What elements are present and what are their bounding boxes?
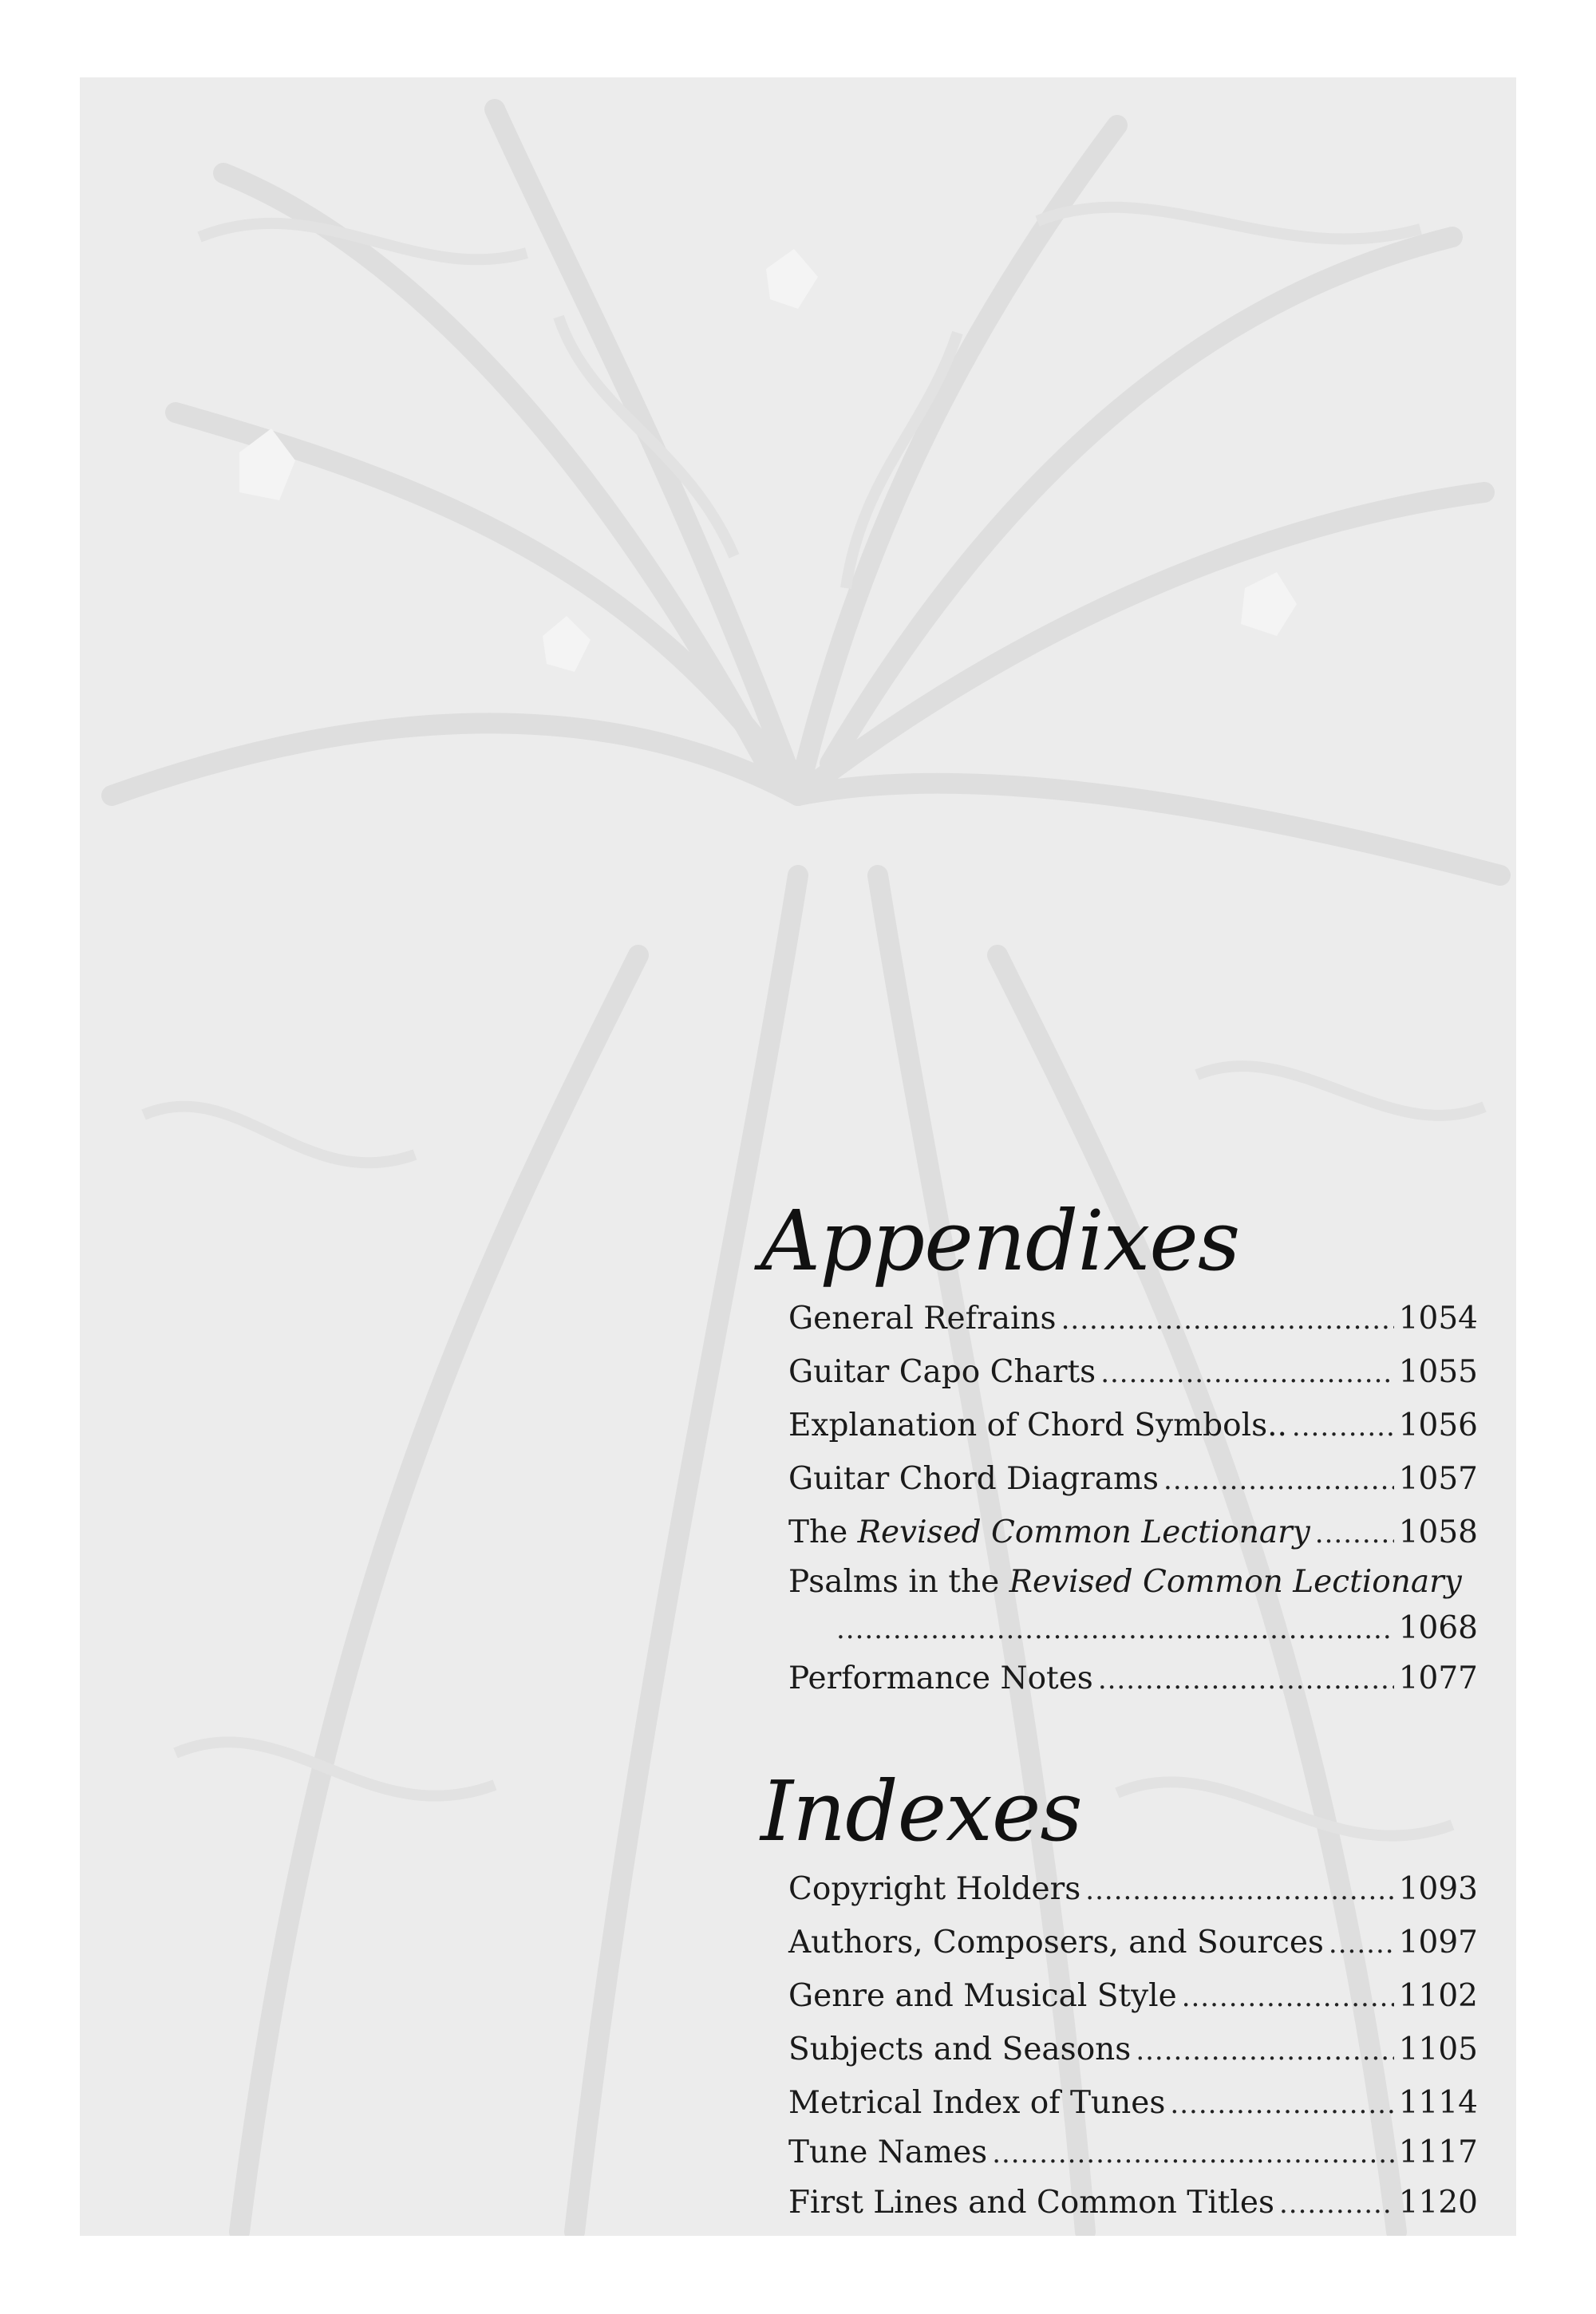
dot-leader (1100, 1347, 1394, 1400)
dot-leader (992, 2130, 1394, 2177)
toc-entry-label: Genre and Musical Style (788, 1978, 1177, 2014)
toc-entry[interactable] (788, 1559, 1478, 1605)
toc-entry-label: Copyright Holders (788, 1871, 1081, 1907)
toc-entry[interactable] (788, 1345, 1478, 1399)
appendixes-heading: Appendixes (760, 1192, 1240, 1289)
dot-leader (1279, 2178, 1394, 2231)
toc-entry-page: 1114 (1398, 2085, 1478, 2121)
toc-entry[interactable] (788, 1506, 1478, 1559)
appendixes-list (788, 1292, 1478, 1705)
toc-entry-label: Performance Notes (788, 1660, 1093, 1696)
dot-leader (1061, 1293, 1394, 1347)
toc-entry-label-prefix: Psalms in the (788, 1564, 1009, 1600)
dot-leader (1182, 1971, 1394, 2024)
toc-entry-label-italic: Revised Common Lectionary (857, 1514, 1310, 1550)
toc-entry[interactable] (788, 1652, 1478, 1705)
dot-leader (1292, 1400, 1394, 1454)
dot-leader (1170, 2078, 1393, 2131)
toc-entry[interactable] (788, 1969, 1478, 2023)
toc-entry-page: 1120 (1398, 2185, 1478, 2221)
dot-leader (1136, 2024, 1393, 2078)
toc-entry-label-prefix: The (788, 1514, 858, 1550)
toc-entry-page: 1097 (1398, 1925, 1478, 1961)
toc-entry-continuation[interactable] (788, 1605, 1478, 1652)
dot-leader (1163, 1454, 1394, 1507)
toc-entry-label: General Refrains (788, 1301, 1057, 1337)
toc-entry[interactable] (788, 2023, 1478, 2076)
indexes-list (788, 1862, 1478, 2229)
toc-entry-label: Subjects and Seasons (788, 2032, 1132, 2067)
toc-entry-label: First Lines and Common Titles (788, 2185, 1274, 2221)
dot-leader (1098, 1653, 1394, 1707)
toc-entry[interactable] (788, 1292, 1478, 1345)
dot-leader (836, 1606, 1394, 1653)
toc-entry-page: 1105 (1398, 2032, 1478, 2067)
toc-entry[interactable] (788, 2176, 1478, 2229)
dot-leader (1329, 1917, 1394, 1971)
toc-entry[interactable] (788, 1452, 1478, 1506)
toc-entry-label: Guitar Chord Diagrams (788, 1461, 1159, 1497)
toc-entry-page: 1117 (1398, 2134, 1478, 2170)
indexes-section (760, 1765, 1479, 2229)
dot-leader (1085, 1864, 1393, 1917)
toc-entry[interactable] (788, 2130, 1478, 2176)
toc-entry-page: 1058 (1398, 1514, 1478, 1550)
toc-entry-label: Metrical Index of Tunes (788, 2085, 1166, 2121)
toc-entry[interactable] (788, 1916, 1478, 1969)
toc-entry-page: 1055 (1398, 1354, 1478, 1390)
toc-entry-page: 1057 (1398, 1461, 1478, 1497)
toc-entry-page: 1054 (1398, 1301, 1478, 1337)
toc-entry-label (788, 1506, 1310, 1559)
toc-entry[interactable] (788, 2076, 1478, 2130)
toc-entry-page: 1077 (1398, 1660, 1478, 1696)
toc-entry-page: 1068 (1398, 1610, 1478, 1646)
toc-entry-label (788, 1559, 1462, 1605)
dot-leader (1315, 1507, 1394, 1561)
toc-entry-label-italic: Revised Common Lectionary (1009, 1564, 1462, 1600)
toc-entry-label: Tune Names (788, 2134, 988, 2170)
background-panel (80, 77, 1516, 2236)
toc-entry-label: Guitar Capo Charts (788, 1354, 1096, 1390)
toc-entry-label: Authors, Composers, and Sources (788, 1925, 1324, 1961)
toc-entry-page: 1056 (1398, 1408, 1478, 1443)
toc-entry-page: 1093 (1398, 1871, 1478, 1907)
toc-entry[interactable] (788, 1862, 1478, 1916)
toc-entry-label: Explanation of Chord Symbols.. (788, 1408, 1287, 1443)
toc-entry-page: 1102 (1398, 1978, 1478, 2014)
toc-entry[interactable] (788, 1399, 1478, 1452)
indexes-heading: Indexes (760, 1763, 1082, 1860)
appendixes-section (760, 1192, 1479, 1705)
